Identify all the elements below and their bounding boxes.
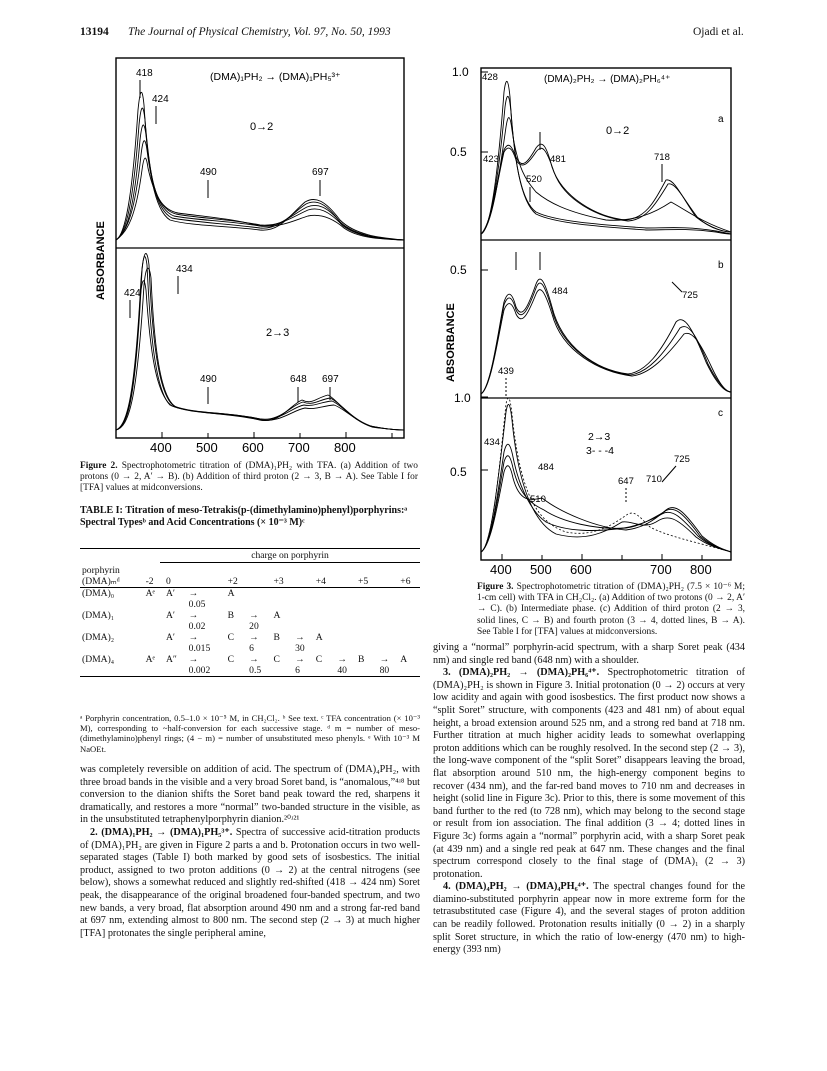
fig2-xtick: 700 <box>288 440 310 455</box>
fig3a-reaction: (DMA)₂PH₂ → (DMA)₂PH₆⁴⁺ <box>544 74 671 85</box>
fig3b-peak-label: 725 <box>682 290 698 301</box>
fig2b-steps: 2→3 <box>266 327 290 339</box>
authors: Ojadi et al. <box>693 26 744 38</box>
fig3a-peak-label: 520 <box>526 174 542 185</box>
fig3c-peak-label: 710 <box>646 474 662 485</box>
fig3c-peak-label: 484 <box>538 462 554 473</box>
left-column-text: was completely reversible on addition of acid. The spectrum of (DMA)₄PH₂, with three broad bands in the visible and a very broad Soret band, is “anomalous,”⁴ʴ⁸ but conversion to the dianion shifts the Soret band peak toward the red, sharpens it dramatically, and restores a more “normal” two-banded structure in the visible, as in the unsubstituted tetraphenylporphyrin dianion.²⁰ʴ²¹ 2. (DMA)₁PH₂ → (DMA)₁PH₅³⁺. Spectra of successive acid-titration products of (DMA)₁PH₂ are given in Figure 2 parts a and b. Protonation occurs in two well-separated stages (Table I) both marked by good sets of isosbestics. The initial product, assigned to two proton additions (0 → 2) at the central nitrogens (see below), shows a somewhat reduced and slightly red-shifted (418 → 424 nm) Soret peak, the disappearance of the original broadened four-banded spectrum, and two new bands, a very broad, flat absorption around 490 nm and a strong far-red band at 697 nm, extending almost to 800 nm. The second step (2 → 3) at much higher [TFA] protonates the single peripheral amine, <box>80 764 420 939</box>
fig2b-peak-label: 434 <box>176 264 193 275</box>
fig3-ytick: 0.5 <box>450 465 467 479</box>
fig3c-peak-label: 439 <box>498 366 514 377</box>
table-1-row-header: porphyrin <box>82 565 120 576</box>
fig3-xtick: 800 <box>690 562 712 577</box>
fig3-ytick: 0.5 <box>450 145 467 159</box>
fig2a-peak-label: 424 <box>152 94 169 105</box>
fig3-xtick: 600 <box>570 562 592 577</box>
fig3c-peak-label: 725 <box>674 454 690 465</box>
fig2b-peak-label: 424 <box>124 288 141 299</box>
fig2-xtick: 500 <box>196 440 218 455</box>
fig3-ytick: 1.0 <box>452 65 469 79</box>
fig3-ylabel: ABSORBANCE <box>445 303 457 382</box>
table-row: (DMA)₀ Aᵉ A′ → A <box>82 588 235 599</box>
table-1: charge on porphyrin porphyrin (DMA)ₘᵈ -2 0 +2 +3 +4 +5 +6 (DMA)₀ Aᵉ A′ → A 0.05 (DMA)₁ A′ → B → A 0.02 20 (DMA)₂ A′ → C → B → A 0.015 6 30 (DMA)₄ Aᵉ A″ → C → C → C → B → A 0.002 0.5 6 40 80 <box>80 548 420 677</box>
fig2b-peak-label: 648 <box>290 374 307 385</box>
fig3c-peak-label: 647 <box>618 476 634 487</box>
fig2a-steps: 0→2 <box>250 121 274 133</box>
fig3a-peak-label: 718 <box>654 152 670 163</box>
fig3c-steps: 3- - -4 <box>586 445 615 457</box>
fig2a-peak-label: 490 <box>200 167 217 178</box>
fig3c-letter: c <box>718 408 723 419</box>
fig3c-peak-label: 510 <box>530 494 546 505</box>
fig3a-peak-label: 428 <box>482 72 498 83</box>
fig3a-steps: 0→2 <box>606 125 630 137</box>
fig3a-letter: a <box>718 114 724 125</box>
right-column-text: giving a “normal” porphyrin-acid spectrum, with a sharp Soret peak (434 nm) and single red band (648 nm) with a shoulder. 3. (DMA)₂PH₂ → (DMA)₂PH₆⁴⁺. Spectrophotometric titration of (DMA)₂PH₂ is shown in Figure 3. Initial protonation (0 → 2) occurs at very low acidity and again with good isosbestics. The first product now shows a “split Soret” structure, with components (423 and 481 nm) of about equal height, a broad extension around 525 nm, and a strong red band at 718 nm. Further titration at much higher acidity leads to somewhat overlapping proton additions which can be roughly resolved. In the second step (2 → 3), the long-wave component of the “split Soret” disappears leaving the broad, flat absorption around 510 nm, the high-energy component begins to recover (434 nm), and the far-red band moves to 710 nm and decreases in height (solid line in Figure 3c). Prior to this, there is some movement of this band further to the red (to 728 nm), which may belong to the second stage or result from ion association. The final addition (3 → 4; dotted lines in Figure 3c) forms again a “normal” porphyrin acid, with a sharp Soret peak (at 439 nm) and a single red peak at 647 nm. These changes and the final spectrum correspond closely to the final stage of (DMA)₁ (2 → 3) protonation. 4. (DMA)₄PH₂ → (DMA)₄PH₆⁴⁺. The spectral changes found for the diamino-substituted porphyrin appear now in more extreme form for the tetrasubstituted case (Figure 4), and the several stages of proton addition can be readily followed. Protonation results initially (0 → 2) in a sharply split Soret structure, in which the ratio of low-energy (470 nm) to high-energy (393 nm) <box>433 642 745 956</box>
fig3c-steps: 2→3 <box>588 431 611 443</box>
fig3b-peak-label: 484 <box>552 286 568 297</box>
fig3b-letter: b <box>718 260 724 271</box>
fig3-xtick: 400 <box>490 562 512 577</box>
table-row: (DMA)₁ A′ → B → A <box>82 610 281 621</box>
fig3-xtick: 500 <box>530 562 552 577</box>
figure-3-caption: Figure 3. Spectrophotometric titration of (DMA)₂PH₂ (7.5 × 10⁻⁶ M; 1-cm cell) with TFA in CH₂Cl₂. (a) Addition of two protons (0 → 2, A′ → C). (b) Intermediate phase. (c) Addition of third proton (2 → 3, solid lines, C → B) and fourth proton (3 → 4, dotted lines, B → A). See Table I for [TFA] values at midconversions. <box>477 582 745 637</box>
page-number: 13194 <box>80 26 109 38</box>
figure-3 <box>436 52 746 582</box>
fig2b-peak-label: 490 <box>200 374 217 385</box>
fig2a-peak-label: 418 <box>136 68 153 79</box>
fig3-xtick: 700 <box>650 562 672 577</box>
journal-title: The Journal of Physical Chemistry, Vol. 97, No. 50, 1993 <box>128 26 391 38</box>
table-1-title: TABLE I: Titration of meso-Tetrakis(p-(dimethylamino)phenyl)porphyrins:ᵃ Spectral Typesᵇ and Acid Concentrations (× 10⁻³ M)ᶜ <box>80 505 408 528</box>
fig3-ytick: 1.0 <box>454 391 471 405</box>
table-row: (DMA)₂ A′ → C → B → A <box>82 632 323 643</box>
figure-2-caption: Figure 2. Spectrophotometric titration of (DMA)₁PH₂ with TFA. (a) Addition of two protons (0 → 2, A′ → B). (b) Addition of third proton (2 → 3, B → A). See Table I for [TFA] values at midconversions. <box>80 461 418 494</box>
fig3a-peak-label: 423 <box>483 154 499 165</box>
figure-2 <box>80 50 420 460</box>
fig2a-reaction: (DMA)₁PH₂ → (DMA)₁PH₅³⁺ <box>210 71 341 83</box>
fig2a-peak-label: 697 <box>312 167 329 178</box>
fig2-xtick: 600 <box>242 440 264 455</box>
fig2-xtick: 800 <box>334 440 356 455</box>
fig3a-peak-label: 481 <box>550 154 566 165</box>
fig2b-peak-label: 697 <box>322 374 339 385</box>
fig2-xtick: 400 <box>150 440 172 455</box>
table-1-charge-header: charge on porphyrin <box>160 549 420 563</box>
fig3-ytick: 0.5 <box>450 263 467 277</box>
fig2-ylabel: ABSORBANCE <box>95 221 107 300</box>
fig3c-peak-label: 434 <box>484 437 500 448</box>
table-1-footnotes: ᵃ Porphyrin concentration, 0.5–1.0 × 10⁻⁵ M, in CH₂Cl₂. ᵇ See text. ᶜ TFA concentration (× 10⁻³ M), corresponding to ~half-conversion for each successive stage. ᵈ m = number of meso-(dimethylamino)phenyl rings; (4 − m) = number of unsubstituted meso phenyls. ᵉ With 10⁻³ M NaOEt. <box>80 713 420 754</box>
table-row: (DMA)₄ Aᵉ A″ → C → C → C → B → A <box>82 654 408 665</box>
